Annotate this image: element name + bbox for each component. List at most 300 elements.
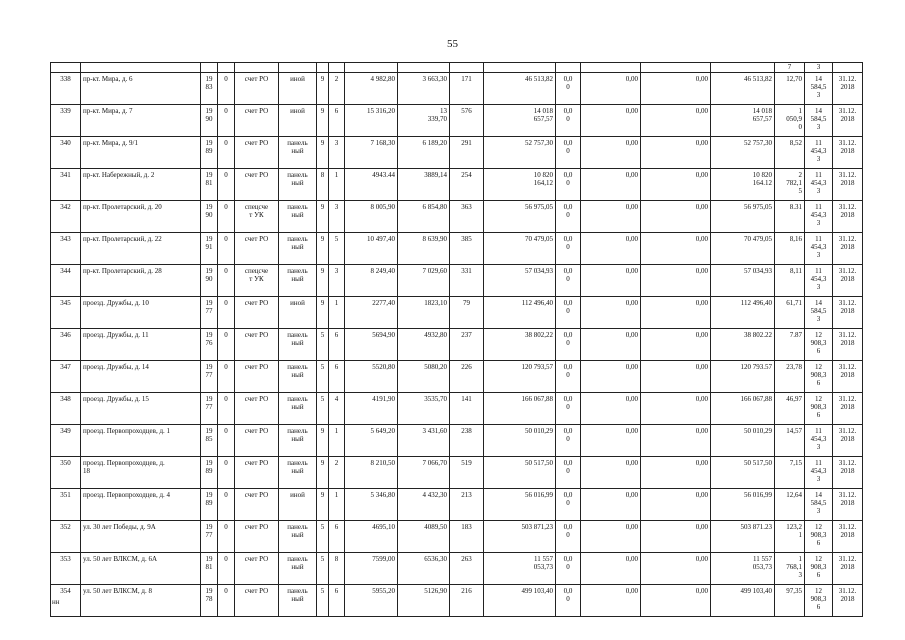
zero-cell: 0	[218, 489, 235, 521]
cost-cell: 52 757,30	[484, 137, 556, 169]
residents-cell: 79	[450, 297, 484, 329]
zero-amount-cell: 0,00	[641, 553, 711, 585]
year-cell: 19 90	[201, 265, 218, 297]
zero-amount-cell: 0,0 0	[556, 585, 581, 617]
deadline-cell: 31.12. 2018	[833, 425, 863, 457]
year-cell: 19 89	[201, 457, 218, 489]
fund-cell: счет РО	[235, 489, 279, 521]
zero-amount-cell: 0,00	[641, 169, 711, 201]
cost-total-cell: 50 010,29	[711, 425, 775, 457]
continuation-limit: 3	[805, 63, 833, 73]
year-cell: 19 89	[201, 137, 218, 169]
residents-cell: 213	[450, 489, 484, 521]
zero-amount-cell: 0,0 0	[556, 73, 581, 105]
unit-cost-cell: 8,16	[775, 233, 805, 265]
wall-material-cell: иной	[279, 297, 317, 329]
row-number: 354	[51, 585, 81, 617]
year-cell: 19 77	[201, 393, 218, 425]
zero-cell: 0	[218, 457, 235, 489]
cost-total-cell: 57 034,93	[711, 265, 775, 297]
floors-cell: 9	[317, 425, 329, 457]
table-row	[51, 361, 863, 393]
limit-cell: 14 584,5 3	[805, 105, 833, 137]
residents-cell: 226	[450, 361, 484, 393]
cost-total-cell: 120 793.57	[711, 361, 775, 393]
year-cell: 19 83	[201, 73, 218, 105]
deadline-cell: 31.12. 2018	[833, 169, 863, 201]
zero-amount-cell: 0,0 0	[556, 233, 581, 265]
zero-amount-cell: 0,00	[581, 489, 641, 521]
wall-material-cell: панель ный	[279, 137, 317, 169]
zero-amount-cell: 0,0 0	[556, 137, 581, 169]
limit-cell: 12 908,3 6	[805, 553, 833, 585]
deadline-cell: 31.12. 2018	[833, 265, 863, 297]
zero-amount-cell: 0,00	[641, 297, 711, 329]
floors-cell: 5	[317, 585, 329, 617]
limit-cell: 11 454,3 3	[805, 265, 833, 297]
zero-cell: 0	[218, 393, 235, 425]
zero-cell: 0	[218, 553, 235, 585]
total-area-cell: 8 249,40	[345, 265, 398, 297]
floors-cell: 5	[317, 329, 329, 361]
wall-material-cell: панель ный	[279, 233, 317, 265]
residents-cell: 519	[450, 457, 484, 489]
wall-material-cell: панель ный	[279, 361, 317, 393]
zero-amount-cell: 0,00	[581, 73, 641, 105]
zero-amount-cell: 0,00	[641, 233, 711, 265]
living-area-cell: 7 029,60	[398, 265, 450, 297]
address-cell: ул. 50 лет ВЛКСМ, д. 8	[81, 585, 201, 617]
unit-cost-cell: 61,71	[775, 297, 805, 329]
unit-cost-cell: 1 768,1 3	[775, 553, 805, 585]
total-area-cell: 4695,10	[345, 521, 398, 553]
row-number: 349	[51, 425, 81, 457]
floors-cell: 9	[317, 457, 329, 489]
residents-cell: 385	[450, 233, 484, 265]
zero-amount-cell: 0,00	[581, 393, 641, 425]
zero-amount-cell: 0,00	[581, 425, 641, 457]
fund-cell: счет РО	[235, 521, 279, 553]
table-row	[51, 457, 863, 489]
entrances-cell: 2	[329, 73, 345, 105]
residents-cell: 254	[450, 169, 484, 201]
wall-material-cell: иной	[279, 489, 317, 521]
zero-amount-cell: 0,0 0	[556, 105, 581, 137]
limit-cell: 12 908,3 6	[805, 521, 833, 553]
zero-amount-cell: 0,00	[581, 137, 641, 169]
deadline-cell: 31.12. 2018	[833, 361, 863, 393]
zero-amount-cell: 0,00	[641, 105, 711, 137]
residents-cell: 171	[450, 73, 484, 105]
fund-cell: счет РО	[235, 297, 279, 329]
cost-cell: 46 513,82	[484, 73, 556, 105]
zero-cell: 0	[218, 585, 235, 617]
cost-total-cell: 50 517,50	[711, 457, 775, 489]
deadline-cell: 31.12. 2018	[833, 105, 863, 137]
zero-amount-cell: 0,0 0	[556, 521, 581, 553]
zero-amount-cell: 0,0 0	[556, 297, 581, 329]
fund-cell: спецсче т УК	[235, 201, 279, 233]
entrances-cell: 1	[329, 425, 345, 457]
wall-material-cell: панель ный	[279, 585, 317, 617]
zero-amount-cell: 0,00	[581, 265, 641, 297]
zero-amount-cell: 0,00	[581, 553, 641, 585]
floors-cell: 9	[317, 137, 329, 169]
wall-material-cell: панель ный	[279, 521, 317, 553]
row-number: 350	[51, 457, 81, 489]
living-area-cell: 8 639,90	[398, 233, 450, 265]
table-row	[51, 265, 863, 297]
unit-cost-cell: 12,70	[775, 73, 805, 105]
living-area-cell: 4 432,30	[398, 489, 450, 521]
address-cell: ул. 50 лет ВЛКСМ, д. 6А	[81, 553, 201, 585]
zero-amount-cell: 0,00	[641, 137, 711, 169]
cost-cell: 166 067,88	[484, 393, 556, 425]
total-area-cell: 15 316,20	[345, 105, 398, 137]
footer-note: нн	[52, 598, 60, 606]
unit-cost-cell: 8,52	[775, 137, 805, 169]
deadline-cell: 31.12. 2018	[833, 73, 863, 105]
cost-cell: 38 802,22	[484, 329, 556, 361]
zero-cell: 0	[218, 329, 235, 361]
zero-amount-cell: 0,00	[641, 201, 711, 233]
register-table	[50, 62, 863, 617]
zero-amount-cell: 0,00	[581, 361, 641, 393]
year-cell: 19 90	[201, 201, 218, 233]
address-cell: проезд. Первопроходцев, д. 4	[81, 489, 201, 521]
entrances-cell: 6	[329, 329, 345, 361]
row-number: 353	[51, 553, 81, 585]
residents-cell: 237	[450, 329, 484, 361]
cost-cell: 56 975,05	[484, 201, 556, 233]
total-area-cell: 5 346,80	[345, 489, 398, 521]
address-cell: проезд. Дружбы, д. 15	[81, 393, 201, 425]
total-area-cell: 4191,90	[345, 393, 398, 425]
table-row	[51, 585, 863, 617]
deadline-cell: 31.12. 2018	[833, 393, 863, 425]
zero-amount-cell: 0,00	[641, 457, 711, 489]
row-number: 347	[51, 361, 81, 393]
address-cell: проезд. Дружбы, д. 10	[81, 297, 201, 329]
wall-material-cell: иной	[279, 105, 317, 137]
zero-amount-cell: 0,00	[581, 297, 641, 329]
address-cell: пр-кт. Мира, д. 7	[81, 105, 201, 137]
wall-material-cell: панель ный	[279, 393, 317, 425]
row-number: 339	[51, 105, 81, 137]
entrances-cell: 1	[329, 297, 345, 329]
residents-cell: 576	[450, 105, 484, 137]
zero-amount-cell: 0,00	[641, 361, 711, 393]
living-area-cell: 7 066,70	[398, 457, 450, 489]
zero-amount-cell: 0,00	[641, 489, 711, 521]
cost-total-cell: 52 757,30	[711, 137, 775, 169]
zero-cell: 0	[218, 201, 235, 233]
cost-total-cell: 70 479,05	[711, 233, 775, 265]
cost-cell: 70 479,05	[484, 233, 556, 265]
living-area-cell: 5126,90	[398, 585, 450, 617]
floors-cell: 9	[317, 105, 329, 137]
wall-material-cell: иной	[279, 73, 317, 105]
unit-cost-cell: 8,11	[775, 265, 805, 297]
table-row	[51, 329, 863, 361]
year-cell: 19 76	[201, 329, 218, 361]
fund-cell: счет РО	[235, 233, 279, 265]
table-row	[51, 105, 863, 137]
floors-cell: 9	[317, 297, 329, 329]
year-cell: 19 77	[201, 521, 218, 553]
deadline-cell: 31.12. 2018	[833, 137, 863, 169]
year-cell: 19 78	[201, 585, 218, 617]
zero-amount-cell: 0,00	[581, 105, 641, 137]
living-area-cell: 13 339,70	[398, 105, 450, 137]
cost-cell: 499 103,40	[484, 585, 556, 617]
limit-cell: 11 454,3 3	[805, 457, 833, 489]
floors-cell: 9	[317, 265, 329, 297]
row-number: 344	[51, 265, 81, 297]
zero-amount-cell: 0,00	[581, 201, 641, 233]
total-area-cell: 5955,20	[345, 585, 398, 617]
zero-amount-cell: 0,0 0	[556, 201, 581, 233]
year-cell: 19 77	[201, 297, 218, 329]
row-number: 348	[51, 393, 81, 425]
fund-cell: счет РО	[235, 457, 279, 489]
entrances-cell: 6	[329, 105, 345, 137]
floors-cell: 5	[317, 361, 329, 393]
fund-cell: счет РО	[235, 425, 279, 457]
continuation-row	[51, 63, 863, 73]
fund-cell: счет РО	[235, 553, 279, 585]
limit-cell: 14 584,5 3	[805, 489, 833, 521]
address-cell: пр-кт. Пролетарский, д. 22	[81, 233, 201, 265]
cost-total-cell: 503 871.23	[711, 521, 775, 553]
living-area-cell: 3889,14	[398, 169, 450, 201]
deadline-cell: 31.12. 2018	[833, 329, 863, 361]
limit-cell: 12 908,3 6	[805, 361, 833, 393]
total-area-cell: 4 982,80	[345, 73, 398, 105]
entrances-cell: 6	[329, 361, 345, 393]
zero-amount-cell: 0,0 0	[556, 489, 581, 521]
cost-cell: 503 871,23	[484, 521, 556, 553]
row-number: 352	[51, 521, 81, 553]
floors-cell: 5	[317, 553, 329, 585]
zero-amount-cell: 0,00	[581, 521, 641, 553]
limit-cell: 12 908,3 6	[805, 585, 833, 617]
zero-amount-cell: 0,00	[641, 585, 711, 617]
floors-cell: 9	[317, 233, 329, 265]
zero-amount-cell: 0,00	[581, 169, 641, 201]
zero-amount-cell: 0,0 0	[556, 457, 581, 489]
living-area-cell: 4932,80	[398, 329, 450, 361]
limit-cell: 11 454,3 3	[805, 137, 833, 169]
cost-total-cell: 56 975,05	[711, 201, 775, 233]
year-cell: 19 81	[201, 169, 218, 201]
cost-total-cell: 14 018 657,57	[711, 105, 775, 137]
row-number: 340	[51, 137, 81, 169]
deadline-cell: 31.12. 2018	[833, 233, 863, 265]
fund-cell: счет РО	[235, 393, 279, 425]
fund-cell: счет РО	[235, 585, 279, 617]
cost-cell: 10 820 164,12	[484, 169, 556, 201]
floors-cell: 8	[317, 169, 329, 201]
row-number: 342	[51, 201, 81, 233]
cost-total-cell: 56 016,99	[711, 489, 775, 521]
table-row	[51, 73, 863, 105]
row-number: 341	[51, 169, 81, 201]
total-area-cell: 5520,80	[345, 361, 398, 393]
zero-cell: 0	[218, 73, 235, 105]
total-area-cell: 5694,90	[345, 329, 398, 361]
entrances-cell: 4	[329, 393, 345, 425]
deadline-cell: 31.12. 2018	[833, 553, 863, 585]
residents-cell: 183	[450, 521, 484, 553]
deadline-cell: 31.12. 2018	[833, 297, 863, 329]
limit-cell: 12 908,3 6	[805, 329, 833, 361]
unit-cost-cell: 46,97	[775, 393, 805, 425]
cost-cell: 50 517,50	[484, 457, 556, 489]
zero-cell: 0	[218, 169, 235, 201]
wall-material-cell: панель ный	[279, 201, 317, 233]
year-cell: 19 89	[201, 489, 218, 521]
total-area-cell: 7 168,30	[345, 137, 398, 169]
residents-cell: 291	[450, 137, 484, 169]
wall-material-cell: панель ный	[279, 329, 317, 361]
deadline-cell: 31.12. 2018	[833, 457, 863, 489]
fund-cell: счет РО	[235, 329, 279, 361]
zero-cell: 0	[218, 265, 235, 297]
zero-amount-cell: 0,00	[641, 73, 711, 105]
living-area-cell: 4089,50	[398, 521, 450, 553]
floors-cell: 5	[317, 521, 329, 553]
living-area-cell: 6536,30	[398, 553, 450, 585]
entrances-cell: 1	[329, 489, 345, 521]
deadline-cell: 31.12. 2018	[833, 489, 863, 521]
entrances-cell: 2	[329, 457, 345, 489]
cost-total-cell: 46 513,82	[711, 73, 775, 105]
wall-material-cell: панель ный	[279, 425, 317, 457]
zero-amount-cell: 0,00	[581, 329, 641, 361]
total-area-cell: 2277,40	[345, 297, 398, 329]
wall-material-cell: панель ный	[279, 553, 317, 585]
year-cell: 19 85	[201, 425, 218, 457]
unit-cost-cell: 23,78	[775, 361, 805, 393]
unit-cost-cell: 2 782,1 5	[775, 169, 805, 201]
living-area-cell: 5080,20	[398, 361, 450, 393]
wall-material-cell: панель ный	[279, 457, 317, 489]
limit-cell: 14 584,5 3	[805, 73, 833, 105]
limit-cell: 14 584,5 3	[805, 297, 833, 329]
cost-cell: 57 034,93	[484, 265, 556, 297]
fund-cell: счет РО	[235, 73, 279, 105]
zero-amount-cell: 0,0 0	[556, 393, 581, 425]
zero-amount-cell: 0,00	[641, 425, 711, 457]
residents-cell: 363	[450, 201, 484, 233]
table-row	[51, 201, 863, 233]
residents-cell: 331	[450, 265, 484, 297]
unit-cost-cell: 14,57	[775, 425, 805, 457]
unit-cost-cell: 97,35	[775, 585, 805, 617]
floors-cell: 9	[317, 73, 329, 105]
wall-material-cell: панель ный	[279, 265, 317, 297]
residents-cell: 263	[450, 553, 484, 585]
deadline-cell: 31.12. 2018	[833, 521, 863, 553]
row-number: 351	[51, 489, 81, 521]
total-area-cell: 10 497,40	[345, 233, 398, 265]
unit-cost-cell: 7,15	[775, 457, 805, 489]
cost-total-cell: 499 103,40	[711, 585, 775, 617]
zero-amount-cell: 0,0 0	[556, 425, 581, 457]
residents-cell: 216	[450, 585, 484, 617]
zero-amount-cell: 0,0 0	[556, 169, 581, 201]
unit-cost-cell: 8.31	[775, 201, 805, 233]
zero-amount-cell: 0,00	[641, 521, 711, 553]
unit-cost-cell: 12,64	[775, 489, 805, 521]
entrances-cell: 3	[329, 265, 345, 297]
cost-total-cell: 166 067,88	[711, 393, 775, 425]
zero-amount-cell: 0,00	[581, 233, 641, 265]
cost-total-cell: 11 557 053,73	[711, 553, 775, 585]
table-row	[51, 521, 863, 553]
page-number: 55	[447, 38, 458, 50]
address-cell: проезд. Дружбы, д. 14	[81, 361, 201, 393]
cost-cell: 14 018 657,57	[484, 105, 556, 137]
unit-cost-cell: 7.87	[775, 329, 805, 361]
row-number: 346	[51, 329, 81, 361]
fund-cell: счет РО	[235, 361, 279, 393]
limit-cell: 11 454,3 3	[805, 169, 833, 201]
entrances-cell: 8	[329, 553, 345, 585]
zero-amount-cell: 0,00	[641, 393, 711, 425]
zero-cell: 0	[218, 425, 235, 457]
fund-cell: счет РО	[235, 137, 279, 169]
table-row	[51, 297, 863, 329]
living-area-cell: 6 189,20	[398, 137, 450, 169]
living-area-cell: 6 854,80	[398, 201, 450, 233]
year-cell: 19 90	[201, 105, 218, 137]
address-cell: проезд. Дружбы, д. 11	[81, 329, 201, 361]
address-cell: пр-кт. Пролетарский, д. 20	[81, 201, 201, 233]
entrances-cell: 6	[329, 585, 345, 617]
residents-cell: 141	[450, 393, 484, 425]
zero-cell: 0	[218, 233, 235, 265]
limit-cell: 12 908,3 6	[805, 393, 833, 425]
wall-material-cell: панель ный	[279, 169, 317, 201]
total-area-cell: 5 649,20	[345, 425, 398, 457]
entrances-cell: 3	[329, 201, 345, 233]
limit-cell: 11 454,3 3	[805, 425, 833, 457]
total-area-cell: 4943.44	[345, 169, 398, 201]
row-number: 343	[51, 233, 81, 265]
limit-cell: 11 454,3 3	[805, 233, 833, 265]
zero-amount-cell: 0,00	[641, 329, 711, 361]
unit-cost-cell: 1 050,9 0	[775, 105, 805, 137]
table-row	[51, 169, 863, 201]
total-area-cell: 8 005,90	[345, 201, 398, 233]
living-area-cell: 1823,10	[398, 297, 450, 329]
address-cell: проезд. Первопроходцев, д. 18	[81, 457, 201, 489]
address-cell: пр-кт. Мира, д. 6	[81, 73, 201, 105]
cost-cell: 56 016,99	[484, 489, 556, 521]
cost-cell: 112 496,40	[484, 297, 556, 329]
residents-cell: 238	[450, 425, 484, 457]
fund-cell: счет РО	[235, 169, 279, 201]
address-cell: пр-кт. Набережный, д. 2	[81, 169, 201, 201]
cost-total-cell: 10 820 164.12	[711, 169, 775, 201]
address-cell: ул. 30 лет Победы, д. 9А	[81, 521, 201, 553]
unit-cost-cell: 123,2 1	[775, 521, 805, 553]
fund-cell: счет РО	[235, 105, 279, 137]
table-row	[51, 137, 863, 169]
address-cell: пр-кт. Пролетарский, д. 28	[81, 265, 201, 297]
